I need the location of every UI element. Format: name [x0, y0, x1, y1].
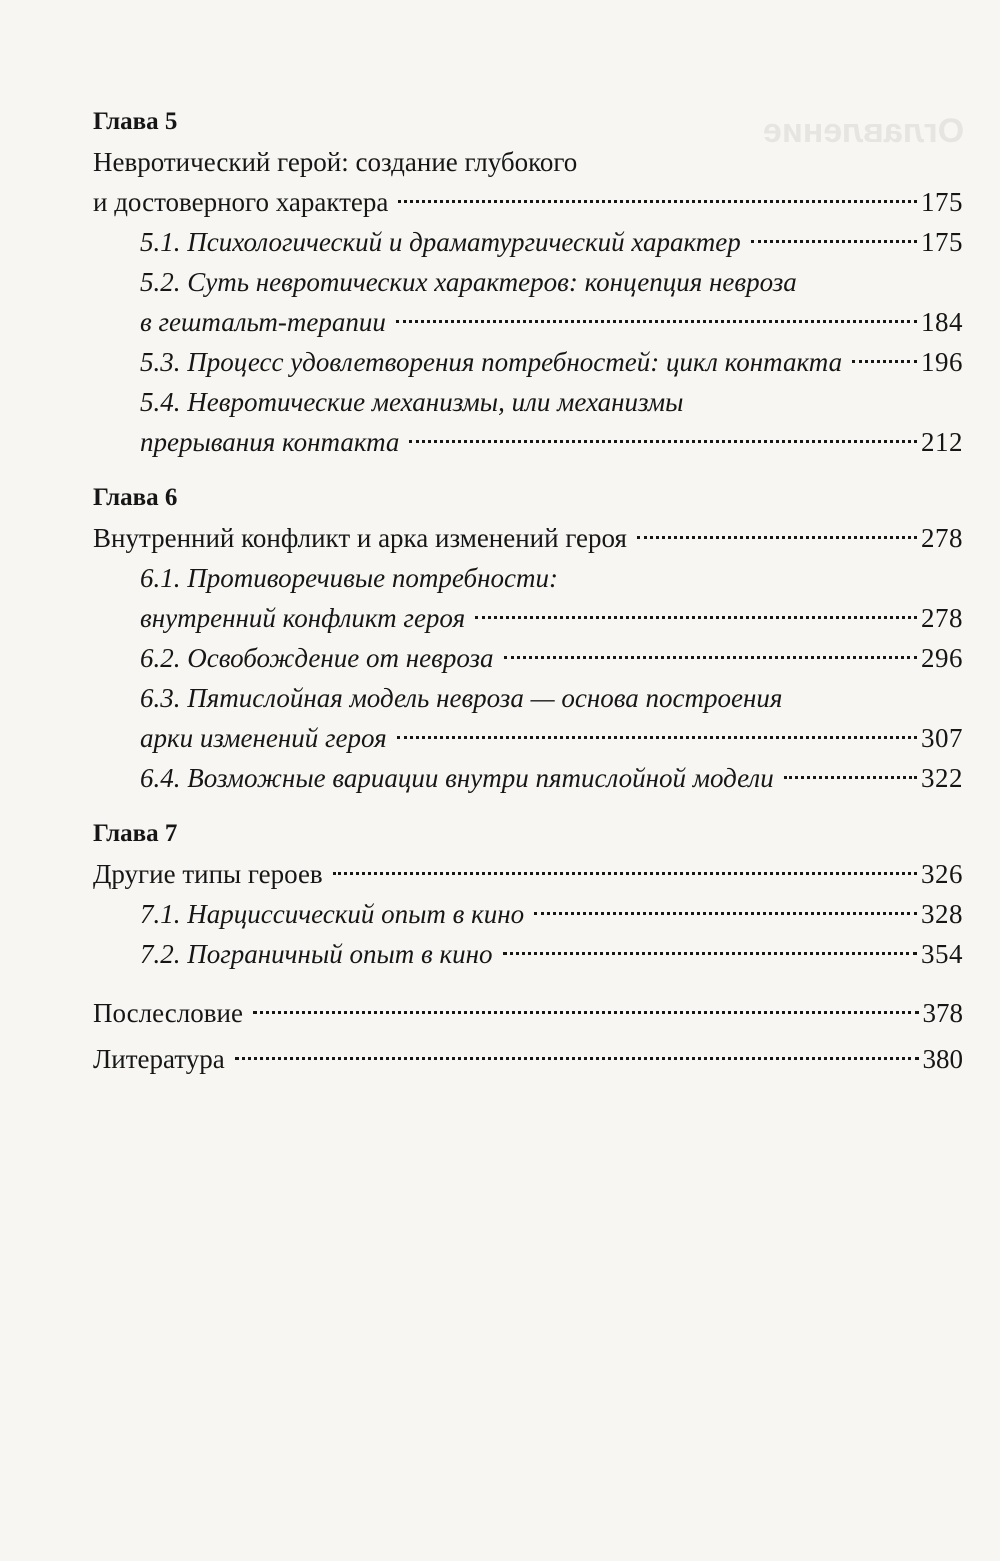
section-entry[interactable] [93, 638, 963, 678]
section-entry[interactable] [93, 558, 963, 638]
page-number: 378 [922, 998, 963, 1028]
section-entry[interactable] [93, 894, 963, 934]
section-entry[interactable] [93, 934, 963, 974]
dot-leader [398, 200, 917, 203]
section-title-line: 7.2. Пограничный опыт в кино [140, 939, 493, 969]
section-entry[interactable] [93, 262, 963, 342]
literature-label: Литература [93, 1044, 225, 1074]
page-number: 380 [922, 1044, 963, 1074]
dot-leader [253, 1011, 919, 1014]
dot-leader [396, 320, 917, 323]
page-number: 278 [921, 603, 963, 633]
chapter-title-entry[interactable] [93, 518, 963, 558]
dot-leader [784, 776, 917, 779]
dot-leader [534, 912, 917, 915]
page-number: 184 [921, 307, 963, 337]
page-number: 354 [921, 939, 963, 969]
chapter-title-entry[interactable] [93, 142, 963, 222]
dot-leader [504, 656, 917, 659]
section-entry[interactable] [93, 678, 963, 758]
dot-leader [333, 872, 917, 875]
dot-leader [409, 440, 917, 443]
dot-leader [637, 536, 917, 539]
section-title-line: 6.1. Противоречивые потребности: [140, 563, 558, 593]
page-number: 307 [921, 723, 963, 753]
chapter-heading: Глава 6 [93, 484, 178, 511]
chapter-title-entry[interactable] [93, 854, 963, 894]
page-number: 196 [921, 347, 963, 377]
afterword-entry[interactable] [93, 990, 963, 1036]
page-number: 328 [921, 899, 963, 929]
chapter-heading: Глава 7 [93, 820, 178, 847]
chapter-heading: Глава 5 [93, 108, 178, 135]
section-title-line: прерывания контакта [140, 427, 400, 457]
section-title-line: 7.1. Нарциссический опыт в кино [140, 899, 525, 929]
dot-leader [852, 360, 917, 363]
section-entry[interactable] [93, 758, 963, 798]
chapter-5 [93, 102, 963, 462]
section-title-line: 6.4. Возможные вариации внутри пятислойной модели [140, 763, 774, 793]
chapter-7 [93, 814, 963, 974]
section-entry[interactable] [93, 222, 963, 262]
chapter-title-line: Невротический герой: создание глубокого [93, 147, 578, 177]
section-title-line: 5.3. Процесс удовлетворения потребностей: цикл контакта [140, 347, 843, 377]
show-through-heading: Оглавление [762, 112, 964, 150]
page-number: 212 [921, 427, 963, 457]
section-title-line: 5.4. Невротические механизмы, или механизмы [140, 387, 684, 417]
section-title-line: 5.1. Психологический и драматургический характер [140, 227, 741, 257]
table-of-contents [93, 102, 963, 1082]
page-number: 278 [921, 523, 963, 553]
dot-leader [751, 240, 917, 243]
chapter-title-line: Другие типы героев [93, 859, 323, 889]
page-number: 322 [921, 763, 963, 793]
section-title-line: в гештальт-терапии [140, 307, 386, 337]
afterword-label: Послесловие [93, 998, 243, 1028]
page-number: 175 [921, 227, 963, 257]
page-number: 296 [921, 643, 963, 673]
section-title-line: арки изменений героя [140, 723, 387, 753]
literature-entry[interactable] [93, 1036, 963, 1082]
section-title-line: 5.2. Суть невротических характеров: концепция невроза [140, 267, 797, 297]
dot-leader [503, 952, 917, 955]
section-entry[interactable] [93, 342, 963, 382]
page-number: 326 [921, 859, 963, 889]
section-title-line: внутренний конфликт героя [140, 603, 466, 633]
chapter-6 [93, 478, 963, 798]
section-title-line: 6.2. Освобождение от невроза [140, 643, 494, 673]
section-entry[interactable] [93, 382, 963, 462]
dot-leader [475, 616, 917, 619]
dot-leader [397, 736, 917, 739]
page-number: 175 [921, 187, 963, 217]
chapter-title-line: Внутренний конфликт и арка изменений героя [93, 523, 627, 553]
section-title-line: 6.3. Пятислойная модель невроза — основа построения [140, 683, 783, 713]
dot-leader [235, 1057, 919, 1060]
chapter-title-line: и достоверного характера [93, 187, 389, 217]
